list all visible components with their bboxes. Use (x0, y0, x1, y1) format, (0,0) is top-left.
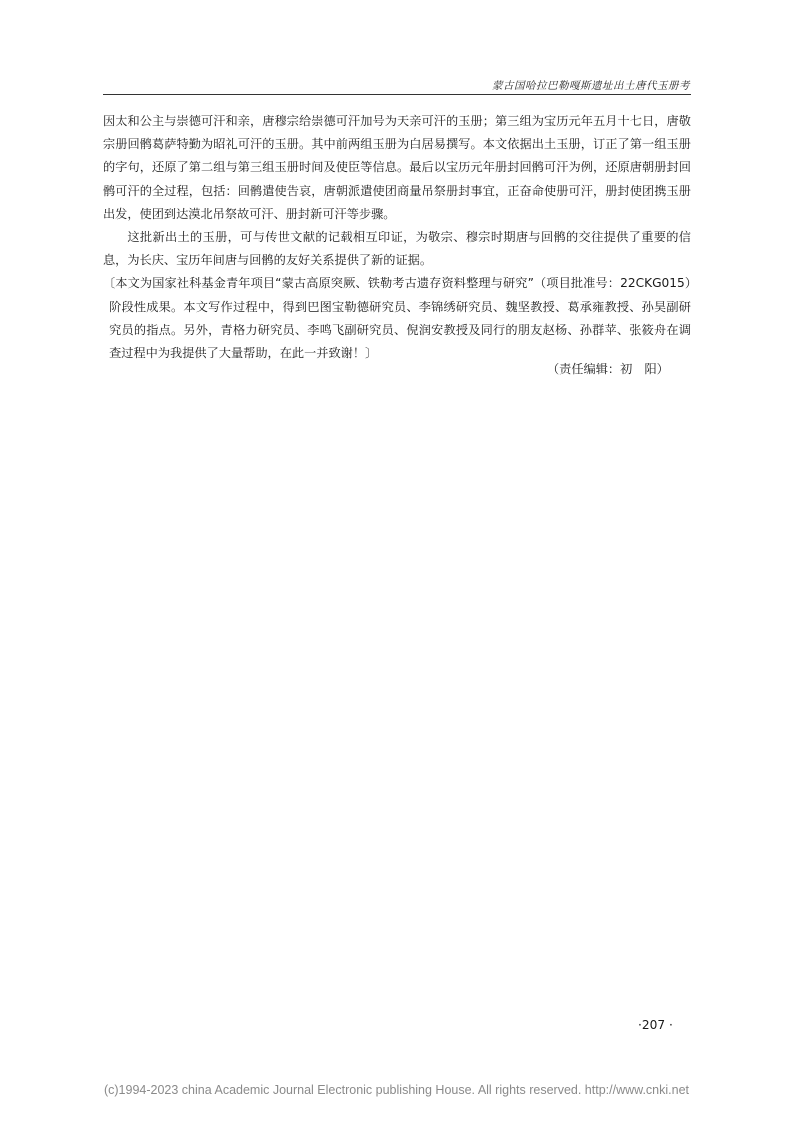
page-number: ·207 · (638, 1018, 673, 1032)
header-rule (103, 94, 691, 95)
body-paragraph-2: 这批新出土的玉册，可与传世文献的记载相互印证，为敬宗、穆宗时期唐与回鹘的交往提供了重要的信息，为长庆、宝历年间唐与回鹘的友好关系提供了新的证据。 (103, 230, 691, 268)
funding-note: 〔本文为国家社科基金青年项目“蒙古高原突厥、铁勒考古遗存资料整理与研究”（项目批准号：22CKG015）阶段性成果。本文写作过程中，得到巴图宝勒德研究员、李锦绣研究员、魏坚教授、葛承雍教授、孙昊副研究员的指点。另外，青格力研究员、李鸣飞副研究员、倪润安教授及同行的朋友赵杨、孙群苹、张筱舟在调查过程中为我提供了大量帮助，在此一并致谢！〕 (103, 276, 691, 361)
article-body (103, 110, 691, 365)
editor-credit: （责任编辑：初 阳） (547, 362, 669, 376)
running-header-title: 蒙古国哈拉巴勒嘎斯遗址出土唐代玉册考 (492, 80, 690, 92)
copyright-footer: (c)1994-2023 china Academic Journal Electronic publishing House. All rights reserved. http://www.cnki.net (103, 1083, 690, 1097)
body-paragraph-1: 因太和公主与崇德可汗和亲，唐穆宗给崇德可汗加号为天亲可汗的玉册；第三组为宝历元年五月十七日，唐敬宗册回鹘葛萨特勤为昭礼可汗的玉册。其中前两组玉册为白居易撰写。本文依据出土玉册，订正了第一组玉册的字句，还原了第二组与第三组玉册时间及使臣等信息。最后以宝历元年册封回鹘可汗为例，还原唐朝册封回鹘可汗的全过程，包括：回鹘遣使告哀，唐朝派遣使团商量吊祭册封事宜，正奋命使册可汗，册封使团携玉册出发，使团到达漠北吊祭故可汗、册封新可汗等步骤。 (103, 114, 691, 221)
